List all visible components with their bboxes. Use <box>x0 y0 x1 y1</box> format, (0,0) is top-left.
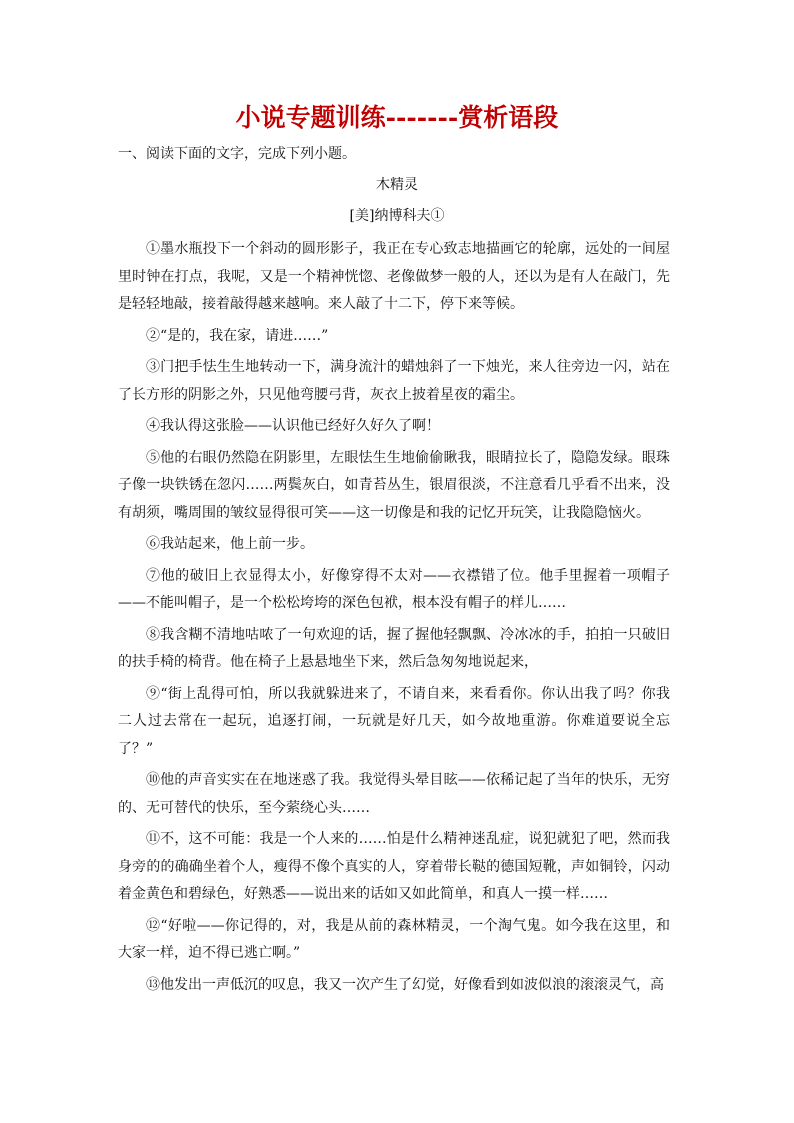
paragraph-11: ⑪不，这不可能：我是一个人来的……怕是什么精神迷乱症，说犯就犯了吧，然而我身旁的的确确坐着个人，瘦得不像个真实的人，穿着带长鞑的德国短靴，声如铜铃，闪动着金黄色和碧绿色，好熟悉——说出来的话如又如此简单，和真人一摸一样…… <box>118 831 670 902</box>
paragraph-2: ②“是的，我在家，请进……” <box>146 327 329 344</box>
paragraph-8: ⑧我含糊不清地咕哝了一句欢迎的话，握了握他轻飘飘、冷冰冰的手，拍拍一只破旧的扶手椅的椅背。他在椅子上悬悬地坐下来，然后急匆匆地说起来， <box>118 626 670 670</box>
paragraph-1: ①墨水瓶投下一个斜动的圆形影子，我正在专心致志地描画它的轮廓，远处的一间屋里时钟在打点，我呢，又是一个精神恍惚、老像做梦一般的人，还以为是有人在敲门，先是轻轻地敲，接着敲得越来越响。来人敲了十二下，停下来等候。 <box>118 241 670 312</box>
paragraph-12: ⑫“好啦——你记得的，对，我是从前的森林精灵，一个淘气鬼。如今我在这里，和大家一样，迫不得已逃亡啊。” <box>118 917 670 961</box>
paragraph-6: ⑥我站起来，他上前一步。 <box>146 536 314 552</box>
question-instruction: 一、阅读下面的文字，完成下列小题。 <box>118 146 356 162</box>
story-author: [美]纳博科夫① <box>349 208 445 224</box>
paragraph-4: ④我认得这张脸——认识他已经好久好久了啊！ <box>146 418 440 434</box>
paragraph-10: ⑩他的声音实实在在地迷惑了我。我觉得头晕目眩——依稀记起了当年的快乐，无穷的、无可替代的快乐，至今萦绕心头…… <box>118 772 670 816</box>
paragraph-3: ③门把手怯生生地转动一下，满身流汁的蜡烛斜了一下烛光，来人往旁边一闪，站在了长方形的阴影之外，只见他弯腰弓背，灰衣上披着星夜的霜尘。 <box>118 359 670 403</box>
paragraph-7: ⑦他的破旧上衣显得太小，好像穿得不太对——衣襟错了位。他手里握着一项帽子——不能叫帽子，是一个松松垮垮的深色包袱，根本没有帽子的样儿…… <box>118 567 670 611</box>
paragraph-5: ⑤他的右眼仍然隐在阴影里，左眼怯生生地偷偷瞅我，眼睛拉长了，隐隐发绿。眼珠子像一块铁锈在忽闪……两鬓灰白，如青苔丛生，银眉很淡，不注意看几乎看不出来，没有胡须，嘴周围的皱纹显得很可笑——这一切像是和我的记忆开玩笑，让我隐隐恼火。 <box>118 449 670 521</box>
paragraph-9: ⑨“街上乱得可怕，所以我就躲进来了，不请自来，来看看你。你认出我了吗？你我二人过去常在一起玩，追逐打闹，一玩就是好几天，如今故地重游。你难道要说全忘了？” <box>118 685 670 757</box>
story-body <box>118 236 670 1003</box>
paragraph-13: ⑬他发出一声低沉的叹息，我又一次产生了幻觉，好像看到如波似浪的滚滚灵气，高 <box>146 976 664 993</box>
document-title: 小说专题训练-------赏析语段 <box>235 103 559 132</box>
story-title: 木精灵 <box>376 177 418 193</box>
